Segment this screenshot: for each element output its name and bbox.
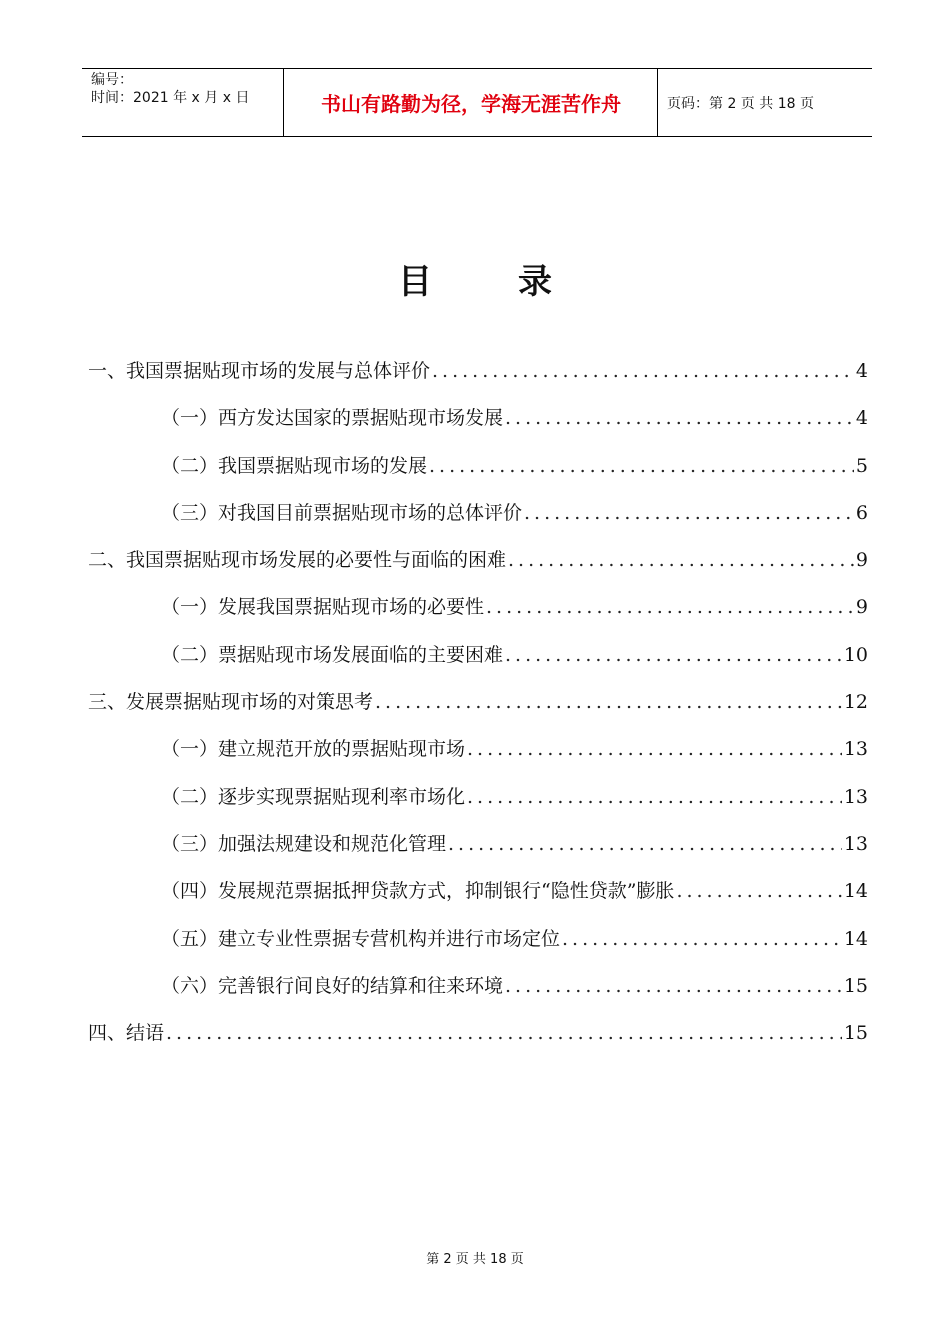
date-label: 时间：2021 年 x 月 x 日 [91,90,250,106]
toc-entry-text: （二）逐步实现票据贴现利率市场化 [161,785,466,808]
toc-entry[interactable] [88,451,868,498]
table-of-contents [88,356,868,1065]
toc-leader [676,880,841,902]
toc-leader [524,502,854,524]
toc-entry-text: （一）发展我国票据贴现市场的必要性 [161,596,485,619]
toc-entry[interactable] [88,971,868,1018]
toc-entry-page: 4 [855,407,868,430]
toc-entry-text: （一）建立规范开放的票据贴现市场 [161,738,466,761]
toc-leader [562,928,842,950]
toc-entry[interactable] [88,1018,868,1065]
toc-leader [467,738,842,760]
toc-entry[interactable] [88,734,868,781]
toc-entry-page: 12 [843,691,868,714]
toc-leader [448,833,842,855]
toc-entry[interactable] [88,829,868,876]
toc-entry-text: （一）西方发达国家的票据贴现市场发展 [161,407,504,430]
toc-entry-text: （六）完善银行间良好的结算和往来环境 [161,974,504,997]
toc-leader [486,596,854,618]
toc-entry-text: （二）票据贴现市场发展面临的主要困难 [161,643,504,666]
header-meta-cell [82,69,284,136]
toc-entry-page: 13 [843,738,868,761]
toc-entry[interactable] [88,356,868,403]
toc-entry[interactable] [88,924,868,971]
toc-leader [505,407,854,429]
toc-entry-text: （三）对我国目前票据贴现市场的总体评价 [161,501,523,524]
page-footer: 第 2 页 共 18 页 [426,1252,524,1267]
toc-entry-text: 一、我国票据贴现市场的发展与总体评价 [88,360,431,382]
page-label: 页码：第 2 页 共 18 页 [667,95,814,112]
toc-leader [166,1022,842,1044]
toc-entry-text: （五）建立专业性票据专营机构并进行市场定位 [161,927,561,950]
toc-leader [375,691,842,713]
motto: 书山有路勤为径，学海无涯苦作舟 [285,69,658,136]
toc-entry-text: 二、我国票据贴现市场发展的必要性与面临的困难 [88,549,507,572]
toc-leader [432,360,854,382]
toc-entry[interactable] [88,876,868,923]
toc-entry[interactable] [88,592,868,639]
toc-entry[interactable] [88,687,868,734]
toc-entry-page: 14 [843,927,868,950]
toc-leader [508,549,854,571]
toc-entry-page: 14 [843,880,868,903]
toc-entry-page: 4 [855,360,868,382]
toc-entry-page: 5 [855,454,868,477]
toc-entry[interactable] [88,640,868,687]
toc-entry-page: 9 [855,596,868,619]
toc-entry-text: （二）我国票据贴现市场的发展 [161,454,428,477]
toc-leader [505,644,842,666]
toc-entry[interactable] [88,498,868,545]
toc-entry[interactable] [88,545,868,592]
toc-leader [467,786,842,808]
toc-entry-text: 四、结语 [88,1022,165,1045]
toc-leader [429,455,854,477]
toc-entry-page: 9 [855,549,868,572]
page-title: 目录 [398,262,638,302]
toc-entry-page: 15 [843,974,868,997]
toc-entry-page: 13 [843,785,868,808]
toc-entry[interactable] [88,403,868,450]
toc-entry-text: （三）加强法规建设和规范化管理 [161,832,447,855]
toc-entry-page: 10 [843,643,868,666]
toc-leader [505,975,842,997]
toc-entry-text: 三、发展票据贴现市场的对策思考 [88,691,374,714]
toc-entry-page: 13 [843,832,868,855]
toc-entry-page: 6 [855,501,868,524]
header-table [82,68,872,137]
toc-entry-text: （四）发展规范票据抵押贷款方式，抑制银行“隐性贷款”膨胀 [161,880,675,903]
toc-entry[interactable] [88,782,868,829]
toc-entry-page: 15 [843,1022,868,1045]
number-label: 编号： [91,72,133,88]
